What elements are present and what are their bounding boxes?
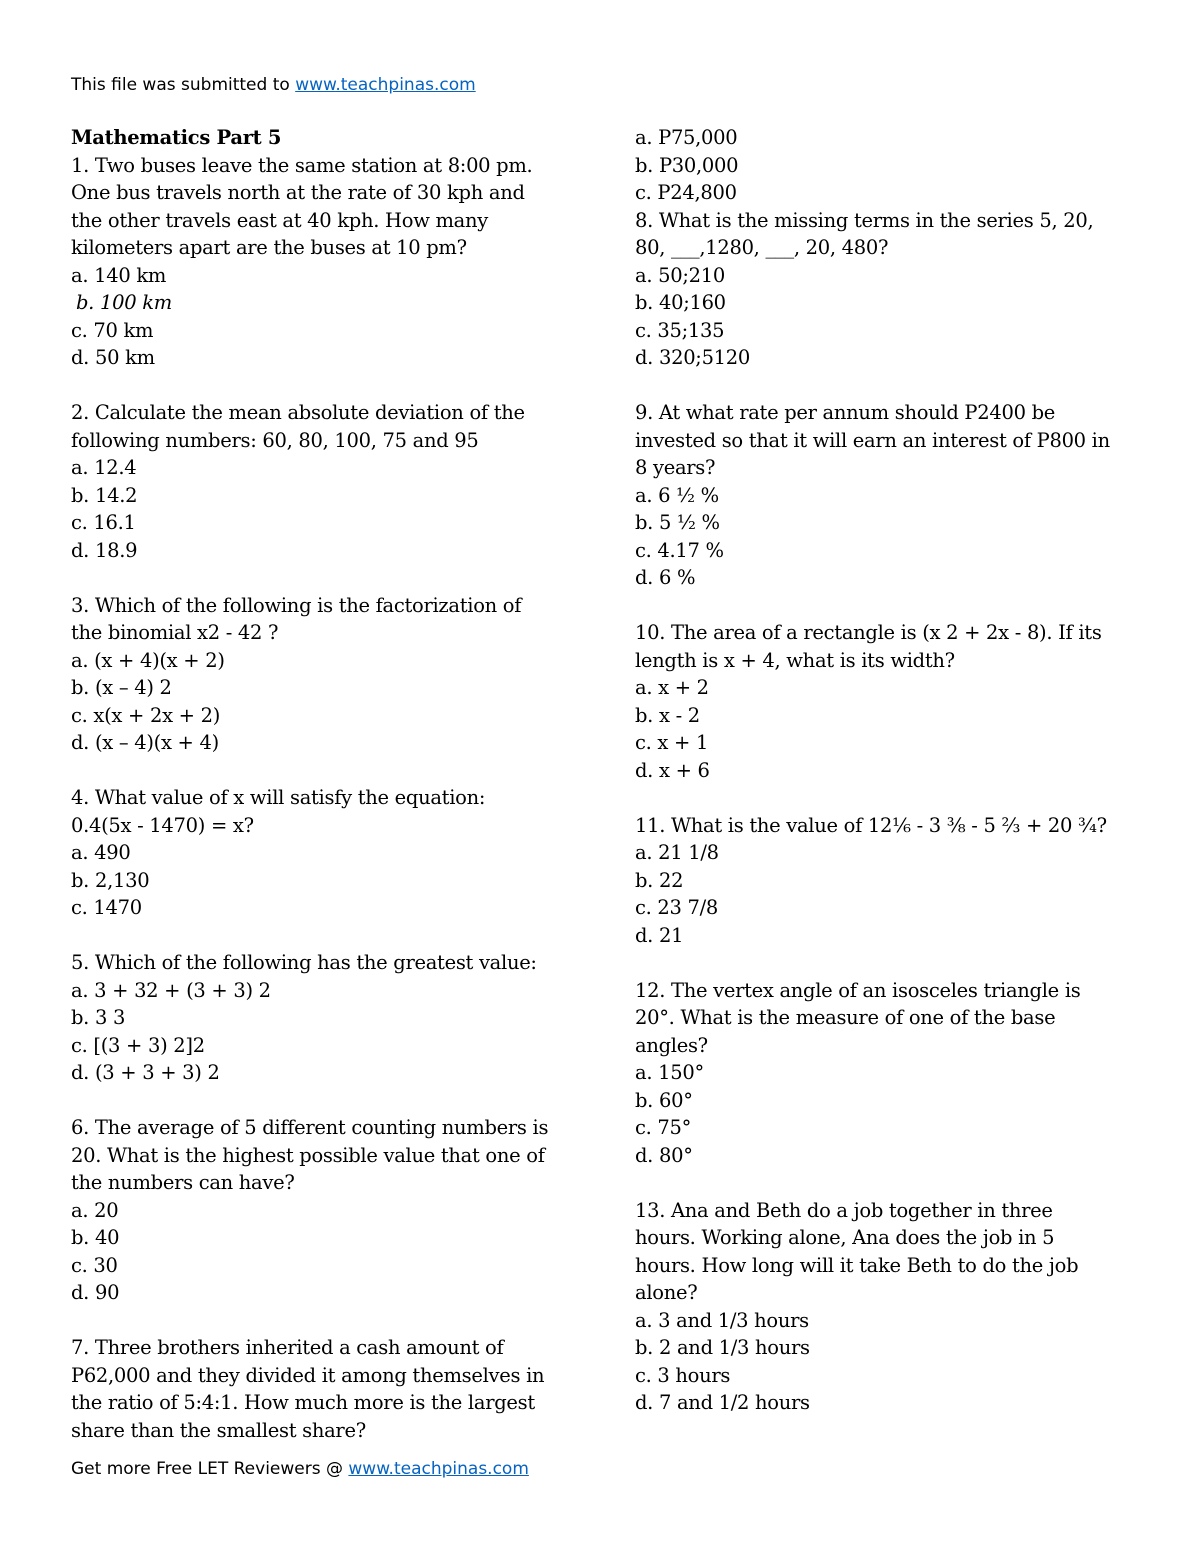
- question-line: 6. The average of 5 different counting numbers is: [71, 1116, 549, 1139]
- answer-choice: b. 5 ½ %: [635, 511, 720, 534]
- answer-choice: b. 40;160: [635, 291, 726, 314]
- text-line: 8 years?: [635, 456, 716, 479]
- answer-choice: c. 16.1: [71, 511, 136, 534]
- page-header: [71, 74, 476, 96]
- answer-choice: a. 12.4: [71, 456, 137, 479]
- answer-choice: c. 30: [71, 1253, 118, 1277]
- text-line: the numbers can have?: [71, 1171, 295, 1194]
- answer-choice: a. 150°: [635, 1061, 704, 1084]
- text-line: angles?: [635, 1033, 708, 1057]
- header-text: This file was submitted to: [71, 75, 296, 95]
- answer-choice: c. x + 1: [635, 731, 709, 754]
- answer-choice: c. 1470: [71, 896, 142, 919]
- text-line: share than the smallest share?: [71, 1418, 366, 1442]
- answer-choice: d. 18.9: [71, 538, 138, 562]
- text-line: 80, ___,1280, ___, 20, 480?: [635, 236, 889, 259]
- answer-choice: b. 2,130: [71, 868, 150, 892]
- paragraph-spacer: [71, 1087, 571, 1115]
- question-line: 7. Three brothers inherited a cash amount of: [71, 1336, 504, 1359]
- answer-choice: a. 3 and 1/3 hours: [635, 1308, 809, 1332]
- answer-choice: d. 6 %: [635, 566, 696, 589]
- answer-choice: d. 90: [71, 1281, 120, 1304]
- paragraph-spacer: [71, 1307, 571, 1335]
- answer-choice: c. [(3 + 3) 2]2: [71, 1033, 205, 1057]
- text-line: One bus travels north at the rate of 30 kph and: [71, 181, 525, 204]
- answer-choice: d. x + 6: [635, 758, 710, 782]
- text-line: hours. How long will it take Beth to do the job: [635, 1253, 1079, 1277]
- answer-choice: c. 3 hours: [635, 1363, 731, 1387]
- question-line: 11. What is the value of 12⅙ - 3 ⅜ - 5 ⅔ + 20 ¾?: [635, 813, 1107, 837]
- text-line: hours. Working alone, Ana does the job in 5: [635, 1226, 1055, 1249]
- answer-choice: a. P75,000: [635, 126, 738, 149]
- text-line: invested so that it will earn an interest of P800 in: [635, 428, 1110, 452]
- answer-choice: d. (x – 4)(x + 4): [71, 731, 219, 754]
- answer-choice: a. x + 2: [635, 676, 709, 699]
- answer-choice: a. 50;210: [635, 263, 725, 287]
- right-column: [635, 124, 1140, 1417]
- text-line: following numbers: 60, 80, 100, 75 and 95: [71, 428, 479, 452]
- paragraph-spacer: [71, 757, 571, 785]
- page-footer: [71, 1458, 529, 1480]
- text-line: the ratio of 5:4:1. How much more is the largest: [71, 1391, 535, 1414]
- text-line: the other travels east at 40 kph. How many: [71, 208, 488, 232]
- answer-choice: a. 20: [71, 1198, 119, 1222]
- footer-text: Get more Free LET Reviewers @: [71, 1459, 349, 1479]
- answer-choice: c. 23 7/8: [635, 896, 719, 919]
- footer-link[interactable]: www.teachpinas.com: [348, 1459, 529, 1479]
- answer-choice: b. P30,000: [635, 153, 739, 177]
- paragraph-spacer: [71, 564, 571, 592]
- answer-choice: a. (x + 4)(x + 2): [71, 648, 225, 672]
- answer-choice: b. 40: [71, 1226, 120, 1249]
- answer-choice: d. 7 and 1/2 hours: [635, 1391, 810, 1414]
- left-column: [71, 124, 571, 1444]
- paragraph-spacer: [635, 949, 1140, 977]
- question-line: 12. The vertex angle of an isosceles triangle is: [635, 978, 1081, 1002]
- text-line: kilometers apart are the buses at 10 pm?: [71, 236, 467, 259]
- answer-choice: a. 3 + 32 + (3 + 3) 2: [71, 978, 271, 1002]
- question-line: 1. Two buses leave the same station at 8:00 pm.: [71, 153, 533, 177]
- answer-choice: d. 320;5120: [635, 346, 750, 369]
- answer-choice: c. P24,800: [635, 181, 737, 204]
- answer-choice: a. 21 1/8: [635, 841, 719, 864]
- answer-choice: b. x - 2: [635, 703, 700, 727]
- answer-choice: b. 14.2: [71, 483, 138, 507]
- question-line: 13. Ana and Beth do a job together in three: [635, 1198, 1053, 1222]
- answer-choice: b. (x – 4) 2: [71, 676, 172, 699]
- question-line: 3. Which of the following is the factorization of: [71, 593, 522, 617]
- answer-choice: a. 140 km: [71, 263, 167, 287]
- text-line: alone?: [635, 1281, 698, 1304]
- answer-choice: b. 60°: [635, 1088, 693, 1112]
- header-link[interactable]: www.teachpinas.com: [295, 75, 476, 95]
- answer-choice: b. 100 km: [76, 291, 172, 314]
- paragraph-spacer: [71, 372, 571, 400]
- question-line: 0.4(5x - 1470) = x?: [71, 813, 254, 837]
- paragraph-spacer: [635, 784, 1140, 812]
- answer-choice: d. 80°: [635, 1143, 693, 1167]
- text-line: 20°. What is the measure of one of the base: [635, 1006, 1056, 1029]
- text-line: length is x + 4, what is its width?: [635, 648, 955, 672]
- text-line: the binomial x2 - 42 ?: [71, 621, 279, 644]
- question-line: 4. What value of x will satisfy the equation:: [71, 786, 486, 809]
- question-line: 20. What is the highest possible value that one of: [71, 1143, 545, 1167]
- answer-choice: a. 6 ½ %: [635, 483, 719, 507]
- answer-choice: d. (3 + 3 + 3) 2: [71, 1061, 220, 1084]
- question-line: 10. The area of a rectangle is (x 2 + 2x - 8). If its: [635, 621, 1102, 644]
- answer-choice: d. 21: [635, 923, 684, 947]
- paragraph-spacer: [71, 922, 571, 950]
- answer-choice: b. 2 and 1/3 hours: [635, 1336, 810, 1359]
- answer-choice: c. 75°: [635, 1116, 692, 1139]
- answer-choice: c. 35;135: [635, 318, 725, 342]
- text-line: P62,000 and they divided it among themselves in: [71, 1363, 545, 1387]
- paragraph-spacer: [635, 1169, 1140, 1197]
- question-line: 2. Calculate the mean absolute deviation of the: [71, 401, 525, 424]
- answer-choice: c. x(x + 2x + 2): [71, 703, 221, 727]
- answer-choice: c. 70 km: [71, 318, 154, 342]
- question-line: 8. What is the missing terms in the series 5, 20,: [635, 208, 1094, 232]
- answer-choice: d. 50 km: [71, 346, 155, 369]
- answer-choice: a. 490: [71, 841, 131, 864]
- document-title: Mathematics Part 5: [71, 126, 282, 149]
- paragraph-spacer: [635, 372, 1140, 400]
- answer-choice: b. 3 3: [71, 1006, 126, 1029]
- question-line: 9. At what rate per annum should P2400 be: [635, 401, 1055, 424]
- question-line: 5. Which of the following has the greatest value:: [71, 951, 537, 974]
- paragraph-spacer: [635, 592, 1140, 620]
- answer-choice: c. 4.17 %: [635, 538, 724, 562]
- answer-choice: b. 22: [635, 868, 684, 892]
